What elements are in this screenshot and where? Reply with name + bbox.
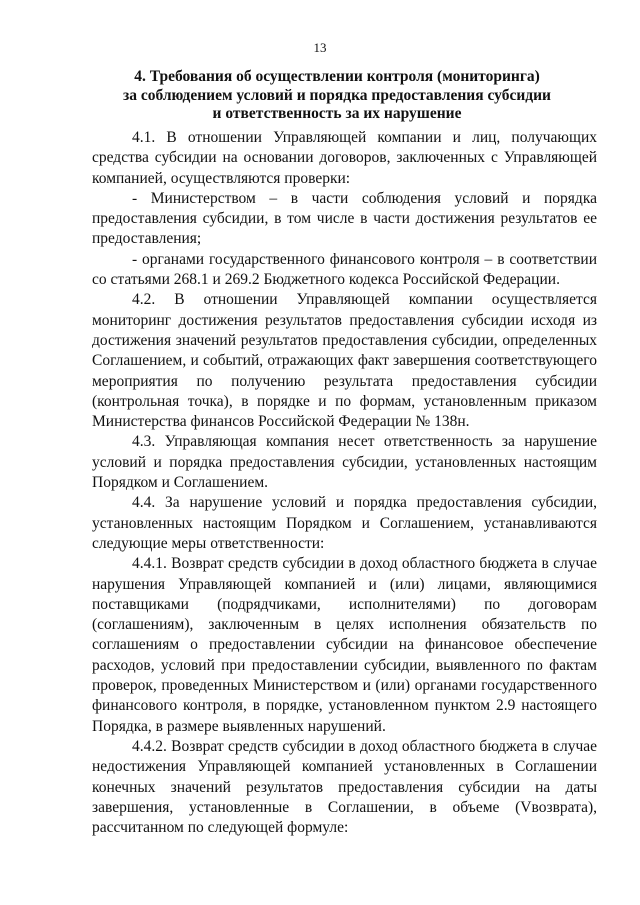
page-number: 13 bbox=[313, 40, 327, 55]
paragraph-4-3: 4.3. Управляющая компания несет ответственность за нарушение условий и порядка предоставления субсидии, установленных настоящим Порядком и Соглашением. bbox=[92, 433, 597, 492]
paragraph-4-4-1: 4.4.1. Возврат средств субсидии в доход областного бюджета в случае нарушения Управляющей компанией и (или) лицами, являющимися поставщиками (подрядчиками, исполнителями) по договорам (соглашениям), заключенным в целях исполнения обязательств по соглашениям о предоставлении субсидии на финансовое обеспечение расходов, условий при предоставлении субсидии, выявленного по фактам проверок, проведенных Министерством и (или) органами государственного финансового контроля, в порядке, установленном пунктом 2.9 настоящего Порядка, в размере выявленных нарушений. bbox=[92, 555, 597, 735]
paragraph-4-1: 4.1. В отношении Управляющей компании и лиц, получающих средства субсидии на основании договоров, заключенных с Управляющей компанией, осуществляются проверки: bbox=[92, 129, 597, 187]
list-item-ministry: - Министерством – в части соблюдения условий и порядка предоставления субсидии, в том числе в части достижения результатов ее предоставления; bbox=[92, 189, 597, 248]
heading-line: за соблюдением условий и порядка предоставления субсидии bbox=[123, 86, 551, 104]
heading-line: и ответственность за их нарушение bbox=[212, 105, 462, 122]
paragraph-4-4: 4.4. За нарушение условий и порядка предоставления субсидии, установленных настоящим Порядком и Соглашением, устанавливаются следующие меры ответственности: bbox=[92, 494, 597, 552]
list-item-financial-control: - органами государственного финансового контроля – в соответствии со статьями 268.1 и 269.2 Бюджетного кодекса Российской Федерации. bbox=[92, 250, 597, 289]
paragraph-4-2: 4.2. В отношении Управляющей компании осуществляется мониторинг достижения результатов предоставления субсидии исходя из достижения значений результатов предоставления субсидии, определенных Соглашением, и событий, отражающих факт завершения соответствующего мероприятия по получению результата предоставления субсидии (контрольная точка), в порядке и по формам, установленным приказом Министерства финансов Российской Федерации № 138н. bbox=[92, 291, 597, 431]
document-body bbox=[92, 128, 597, 838]
section-heading bbox=[92, 68, 582, 124]
paragraph-4-4-2: 4.4.2. Возврат средств субсидии в доход областного бюджета в случае недостижения Управляющей компанией установленных в Соглашении конечных значений результатов предоставления субсидии на даты завершения, установленные в Соглашении, в объеме (Vвозврата), рассчитанном по следующей формуле: bbox=[92, 737, 597, 837]
heading-line: 4. Требования об осуществлении контроля (мониторинга) bbox=[134, 68, 540, 85]
